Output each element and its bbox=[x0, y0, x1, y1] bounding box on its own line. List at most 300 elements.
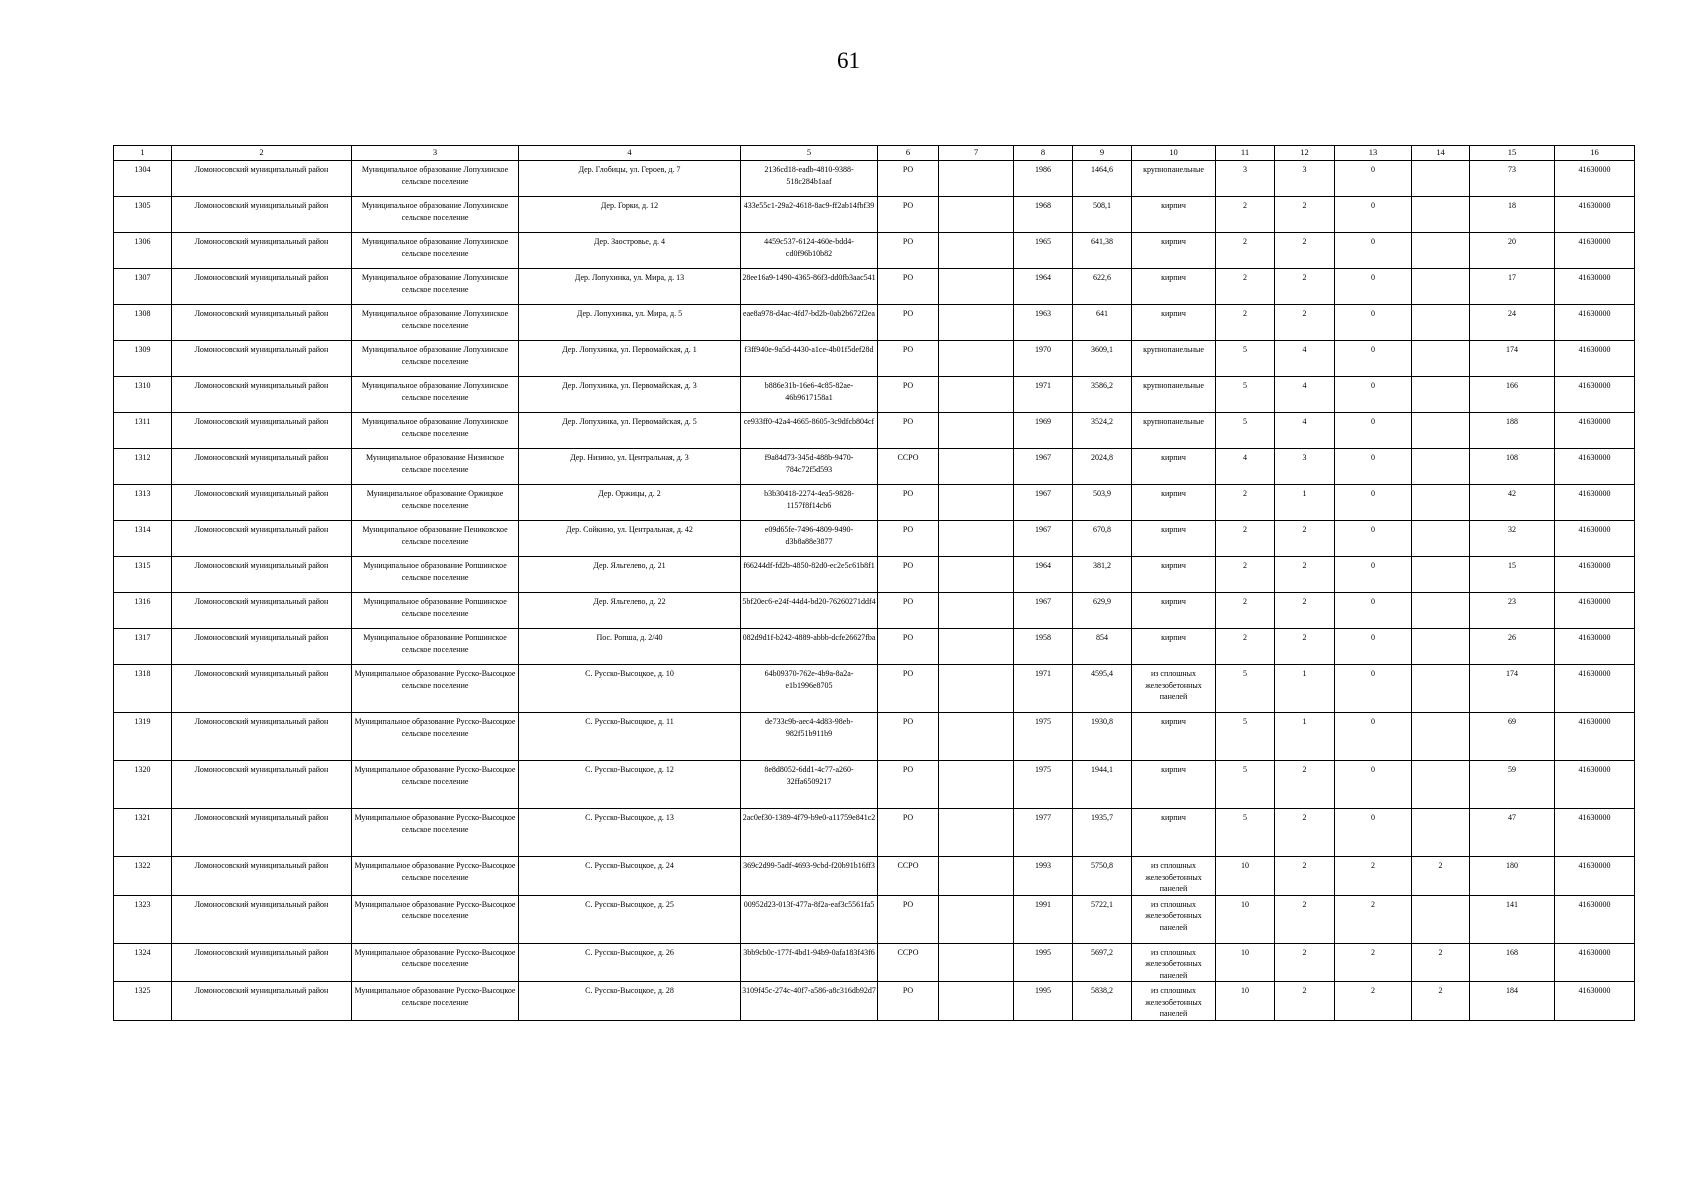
wall-material-cell: крупнопанельные bbox=[1132, 161, 1216, 197]
area-cell: 5722,1 bbox=[1073, 895, 1132, 943]
column-13-cell: 0 bbox=[1335, 413, 1412, 449]
okato-code-cell: 41630000 bbox=[1555, 197, 1635, 233]
row-number-cell: 1315 bbox=[114, 557, 172, 593]
column-header: 5 bbox=[741, 146, 878, 161]
wall-material-cell: кирпич bbox=[1132, 761, 1216, 809]
floors-cell: 2 bbox=[1216, 485, 1275, 521]
column-13-cell: 0 bbox=[1335, 557, 1412, 593]
district-cell: Ломоносовский муниципальный район bbox=[172, 943, 352, 982]
municipality-cell: Муниципальное образование Ропшинское сельское поселение bbox=[352, 629, 519, 665]
building-guid-cell: 28ee16a9-1490-4365-86f3-dd0fb3aac541 bbox=[741, 269, 878, 305]
column-7-cell bbox=[939, 233, 1014, 269]
year-cell: 1968 bbox=[1014, 197, 1073, 233]
apartments-cell: 15 bbox=[1470, 557, 1555, 593]
municipality-cell: Муниципальное образование Русско-Высоцкое сельское поселение bbox=[352, 713, 519, 761]
address-cell: Дер. Лопухинка, ул. Первомайская, д. 1 bbox=[519, 341, 741, 377]
apartments-cell: 108 bbox=[1470, 449, 1555, 485]
apartments-cell: 59 bbox=[1470, 761, 1555, 809]
type-cell: РО bbox=[878, 377, 939, 413]
municipality-cell: Муниципальное образование Русско-Высоцкое сельское поселение bbox=[352, 857, 519, 896]
municipality-cell: Муниципальное образование Низинское сельское поселение bbox=[352, 449, 519, 485]
column-7-cell bbox=[939, 413, 1014, 449]
column-header: 13 bbox=[1335, 146, 1412, 161]
okato-code-cell: 41630000 bbox=[1555, 761, 1635, 809]
address-cell: С. Русско-Высоцкое, д. 25 bbox=[519, 895, 741, 943]
municipality-cell: Муниципальное образование Пениковское сельское поселение bbox=[352, 521, 519, 557]
column-14-cell: 2 bbox=[1412, 943, 1470, 982]
apartments-cell: 23 bbox=[1470, 593, 1555, 629]
column-13-cell: 0 bbox=[1335, 197, 1412, 233]
type-cell: РО bbox=[878, 233, 939, 269]
area-cell: 1944,1 bbox=[1073, 761, 1132, 809]
apartments-cell: 26 bbox=[1470, 629, 1555, 665]
building-guid-cell: 2ac0ef30-1389-4f79-b9e0-a11759e841c2 bbox=[741, 809, 878, 857]
column-7-cell bbox=[939, 269, 1014, 305]
row-number-cell: 1305 bbox=[114, 197, 172, 233]
area-cell: 854 bbox=[1073, 629, 1132, 665]
row-number-cell: 1314 bbox=[114, 521, 172, 557]
table-row bbox=[114, 161, 1635, 197]
entrances-cell: 2 bbox=[1275, 809, 1335, 857]
district-cell: Ломоносовский муниципальный район bbox=[172, 557, 352, 593]
table-row bbox=[114, 449, 1635, 485]
district-cell: Ломоносовский муниципальный район bbox=[172, 895, 352, 943]
type-cell: РО bbox=[878, 665, 939, 713]
row-number-cell: 1321 bbox=[114, 809, 172, 857]
column-14-cell bbox=[1412, 305, 1470, 341]
address-cell: Дер. Сойкино, ул. Центральная, д. 42 bbox=[519, 521, 741, 557]
entrances-cell: 2 bbox=[1275, 269, 1335, 305]
column-header: 10 bbox=[1132, 146, 1216, 161]
type-cell: РО bbox=[878, 413, 939, 449]
year-cell: 1975 bbox=[1014, 713, 1073, 761]
building-guid-cell: eae8a978-d4ac-4fd7-bd2b-0ab2b672f2ea bbox=[741, 305, 878, 341]
district-cell: Ломоносовский муниципальный район bbox=[172, 269, 352, 305]
address-cell: Дер. Оржицы, д. 2 bbox=[519, 485, 741, 521]
apartments-cell: 20 bbox=[1470, 233, 1555, 269]
column-14-cell bbox=[1412, 557, 1470, 593]
address-cell: Дер. Глобицы, ул. Героев, д. 7 bbox=[519, 161, 741, 197]
column-13-cell: 2 bbox=[1335, 982, 1412, 1021]
address-cell: Дер. Низино, ул. Центральная, д. 3 bbox=[519, 449, 741, 485]
column-14-cell bbox=[1412, 341, 1470, 377]
apartments-cell: 18 bbox=[1470, 197, 1555, 233]
year-cell: 1958 bbox=[1014, 629, 1073, 665]
apartments-cell: 188 bbox=[1470, 413, 1555, 449]
table-row bbox=[114, 857, 1635, 896]
entrances-cell: 2 bbox=[1275, 557, 1335, 593]
type-cell: РО bbox=[878, 197, 939, 233]
column-14-cell bbox=[1412, 895, 1470, 943]
row-number-cell: 1310 bbox=[114, 377, 172, 413]
okato-code-cell: 41630000 bbox=[1555, 485, 1635, 521]
column-7-cell bbox=[939, 713, 1014, 761]
entrances-cell: 2 bbox=[1275, 629, 1335, 665]
column-14-cell bbox=[1412, 593, 1470, 629]
area-cell: 2024,8 bbox=[1073, 449, 1132, 485]
year-cell: 1967 bbox=[1014, 593, 1073, 629]
year-cell: 1971 bbox=[1014, 665, 1073, 713]
column-14-cell bbox=[1412, 449, 1470, 485]
floors-cell: 2 bbox=[1216, 593, 1275, 629]
floors-cell: 5 bbox=[1216, 413, 1275, 449]
apartments-cell: 174 bbox=[1470, 341, 1555, 377]
year-cell: 1967 bbox=[1014, 449, 1073, 485]
building-guid-cell: 3109f45c-274c-40f7-a586-a8c316db92d7 bbox=[741, 982, 878, 1021]
entrances-cell: 1 bbox=[1275, 665, 1335, 713]
district-cell: Ломоносовский муниципальный район bbox=[172, 629, 352, 665]
column-13-cell: 0 bbox=[1335, 377, 1412, 413]
address-cell: С. Русско-Высоцкое, д. 26 bbox=[519, 943, 741, 982]
row-number-cell: 1322 bbox=[114, 857, 172, 896]
entrances-cell: 2 bbox=[1275, 197, 1335, 233]
entrances-cell: 2 bbox=[1275, 895, 1335, 943]
column-13-cell: 0 bbox=[1335, 593, 1412, 629]
floors-cell: 5 bbox=[1216, 713, 1275, 761]
district-cell: Ломоносовский муниципальный район bbox=[172, 233, 352, 269]
table-row bbox=[114, 629, 1635, 665]
municipality-cell: Муниципальное образование Лопухинское сельское поселение bbox=[352, 413, 519, 449]
column-7-cell bbox=[939, 943, 1014, 982]
year-cell: 1991 bbox=[1014, 895, 1073, 943]
column-13-cell: 0 bbox=[1335, 233, 1412, 269]
building-guid-cell: e09d65fe-7496-4809-9490-d3b8a88e3877 bbox=[741, 521, 878, 557]
type-cell: РО bbox=[878, 713, 939, 761]
area-cell: 3609,1 bbox=[1073, 341, 1132, 377]
column-header: 9 bbox=[1073, 146, 1132, 161]
wall-material-cell: кирпич bbox=[1132, 305, 1216, 341]
address-cell: С. Русско-Высоцкое, д. 11 bbox=[519, 713, 741, 761]
floors-cell: 10 bbox=[1216, 982, 1275, 1021]
column-7-cell bbox=[939, 761, 1014, 809]
row-number-cell: 1313 bbox=[114, 485, 172, 521]
page-number: 61 bbox=[837, 48, 860, 73]
wall-material-cell: кирпич bbox=[1132, 233, 1216, 269]
okato-code-cell: 41630000 bbox=[1555, 809, 1635, 857]
column-14-cell bbox=[1412, 521, 1470, 557]
column-14-cell: 2 bbox=[1412, 982, 1470, 1021]
area-cell: 622,6 bbox=[1073, 269, 1132, 305]
building-guid-cell: f66244df-fd2b-4850-82d0-ec2e5c61b8f1 bbox=[741, 557, 878, 593]
entrances-cell: 3 bbox=[1275, 161, 1335, 197]
floors-cell: 3 bbox=[1216, 161, 1275, 197]
okato-code-cell: 41630000 bbox=[1555, 161, 1635, 197]
row-number-cell: 1318 bbox=[114, 665, 172, 713]
type-cell: ССРО bbox=[878, 449, 939, 485]
column-7-cell bbox=[939, 895, 1014, 943]
building-guid-cell: 64b09370-762e-4b9a-8a2a-e1b1996e8705 bbox=[741, 665, 878, 713]
address-cell: Дер. Лопухинка, ул. Первомайская, д. 3 bbox=[519, 377, 741, 413]
apartments-cell: 47 bbox=[1470, 809, 1555, 857]
year-cell: 1963 bbox=[1014, 305, 1073, 341]
wall-material-cell: кирпич bbox=[1132, 809, 1216, 857]
municipality-cell: Муниципальное образование Лопухинское сельское поселение bbox=[352, 305, 519, 341]
column-13-cell: 0 bbox=[1335, 269, 1412, 305]
column-13-cell: 0 bbox=[1335, 761, 1412, 809]
column-7-cell bbox=[939, 665, 1014, 713]
area-cell: 5750,8 bbox=[1073, 857, 1132, 896]
wall-material-cell: крупнопанельные bbox=[1132, 341, 1216, 377]
column-14-cell bbox=[1412, 809, 1470, 857]
year-cell: 1965 bbox=[1014, 233, 1073, 269]
entrances-cell: 4 bbox=[1275, 341, 1335, 377]
apartments-cell: 73 bbox=[1470, 161, 1555, 197]
area-cell: 3586,2 bbox=[1073, 377, 1132, 413]
type-cell: РО bbox=[878, 557, 939, 593]
column-header: 12 bbox=[1275, 146, 1335, 161]
apartments-cell: 174 bbox=[1470, 665, 1555, 713]
type-cell: РО bbox=[878, 341, 939, 377]
district-cell: Ломоносовский муниципальный район bbox=[172, 161, 352, 197]
type-cell: РО bbox=[878, 521, 939, 557]
floors-cell: 5 bbox=[1216, 377, 1275, 413]
wall-material-cell: кирпич bbox=[1132, 521, 1216, 557]
wall-material-cell: кирпич bbox=[1132, 485, 1216, 521]
address-cell: Дер. Яльгелево, д. 21 bbox=[519, 557, 741, 593]
apartments-cell: 184 bbox=[1470, 982, 1555, 1021]
address-cell: С. Русско-Высоцкое, д. 24 bbox=[519, 857, 741, 896]
year-cell: 1964 bbox=[1014, 269, 1073, 305]
okato-code-cell: 41630000 bbox=[1555, 713, 1635, 761]
municipality-cell: Муниципальное образование Русско-Высоцкое сельское поселение bbox=[352, 665, 519, 713]
column-14-cell bbox=[1412, 377, 1470, 413]
type-cell: РО bbox=[878, 809, 939, 857]
wall-material-cell: из сплошных железобетонных панелей bbox=[1132, 857, 1216, 896]
type-cell: ССРО bbox=[878, 943, 939, 982]
district-cell: Ломоносовский муниципальный район bbox=[172, 521, 352, 557]
entrances-cell: 2 bbox=[1275, 761, 1335, 809]
building-guid-cell: b3b30418-2274-4ea5-9828-1157f8f14cb6 bbox=[741, 485, 878, 521]
type-cell: ССРО bbox=[878, 857, 939, 896]
registry-table bbox=[113, 145, 1635, 1021]
floors-cell: 10 bbox=[1216, 895, 1275, 943]
type-cell: РО bbox=[878, 593, 939, 629]
okato-code-cell: 41630000 bbox=[1555, 341, 1635, 377]
municipality-cell: Муниципальное образование Лопухинское сельское поселение bbox=[352, 341, 519, 377]
floors-cell: 10 bbox=[1216, 857, 1275, 896]
column-13-cell: 0 bbox=[1335, 521, 1412, 557]
column-header: 6 bbox=[878, 146, 939, 161]
building-guid-cell: 082d9d1f-b242-4889-abbb-dcfe26627fba bbox=[741, 629, 878, 665]
table-row bbox=[114, 895, 1635, 943]
municipality-cell: Муниципальное образование Лопухинское сельское поселение bbox=[352, 161, 519, 197]
type-cell: РО bbox=[878, 895, 939, 943]
address-cell: Дер. Лопухинка, ул. Мира, д. 5 bbox=[519, 305, 741, 341]
municipality-cell: Муниципальное образование Лопухинское сельское поселение bbox=[352, 197, 519, 233]
type-cell: РО bbox=[878, 269, 939, 305]
district-cell: Ломоносовский муниципальный район bbox=[172, 485, 352, 521]
district-cell: Ломоносовский муниципальный район bbox=[172, 665, 352, 713]
wall-material-cell: из сплошных железобетонных панелей bbox=[1132, 982, 1216, 1021]
floors-cell: 2 bbox=[1216, 197, 1275, 233]
area-cell: 1930,8 bbox=[1073, 713, 1132, 761]
municipality-cell: Муниципальное образование Ропшинское сельское поселение bbox=[352, 557, 519, 593]
year-cell: 1995 bbox=[1014, 943, 1073, 982]
address-cell: Дер. Лопухинка, ул. Первомайская, д. 5 bbox=[519, 413, 741, 449]
table-row bbox=[114, 341, 1635, 377]
column-13-cell: 0 bbox=[1335, 449, 1412, 485]
area-cell: 1935,7 bbox=[1073, 809, 1132, 857]
column-7-cell bbox=[939, 305, 1014, 341]
wall-material-cell: из сплошных железобетонных панелей bbox=[1132, 665, 1216, 713]
column-13-cell: 0 bbox=[1335, 713, 1412, 761]
area-cell: 641 bbox=[1073, 305, 1132, 341]
apartments-cell: 69 bbox=[1470, 713, 1555, 761]
okato-code-cell: 41630000 bbox=[1555, 233, 1635, 269]
row-number-cell: 1324 bbox=[114, 943, 172, 982]
row-number-cell: 1308 bbox=[114, 305, 172, 341]
district-cell: Ломоносовский муниципальный район bbox=[172, 413, 352, 449]
entrances-cell: 2 bbox=[1275, 233, 1335, 269]
building-guid-cell: 4459c537-6124-460e-bdd4-cd0f96b10b82 bbox=[741, 233, 878, 269]
floors-cell: 2 bbox=[1216, 233, 1275, 269]
column-14-cell bbox=[1412, 161, 1470, 197]
okato-code-cell: 41630000 bbox=[1555, 413, 1635, 449]
column-13-cell: 2 bbox=[1335, 943, 1412, 982]
table-row bbox=[114, 197, 1635, 233]
column-7-cell bbox=[939, 557, 1014, 593]
entrances-cell: 2 bbox=[1275, 521, 1335, 557]
entrances-cell: 2 bbox=[1275, 943, 1335, 982]
column-13-cell: 2 bbox=[1335, 857, 1412, 896]
building-guid-cell: 2136cd18-eadb-4810-9388-518c284b1aaf bbox=[741, 161, 878, 197]
type-cell: РО bbox=[878, 161, 939, 197]
entrances-cell: 2 bbox=[1275, 857, 1335, 896]
area-cell: 641,38 bbox=[1073, 233, 1132, 269]
year-cell: 1969 bbox=[1014, 413, 1073, 449]
address-cell: Пос. Ропша, д. 2/40 bbox=[519, 629, 741, 665]
area-cell: 508,1 bbox=[1073, 197, 1132, 233]
municipality-cell: Муниципальное образование Лопухинское сельское поселение bbox=[352, 233, 519, 269]
table-row bbox=[114, 593, 1635, 629]
address-cell: Дер. Горки, д. 12 bbox=[519, 197, 741, 233]
column-14-cell bbox=[1412, 713, 1470, 761]
row-number-cell: 1307 bbox=[114, 269, 172, 305]
column-14-cell bbox=[1412, 233, 1470, 269]
year-cell: 1977 bbox=[1014, 809, 1073, 857]
building-guid-cell: 5bf20ec6-e24f-44d4-bd20-76260271ddf4 bbox=[741, 593, 878, 629]
building-guid-cell: f3ff940e-9a5d-4430-a1ce-4b01f5def28d bbox=[741, 341, 878, 377]
floors-cell: 10 bbox=[1216, 943, 1275, 982]
table-row bbox=[114, 305, 1635, 341]
year-cell: 1967 bbox=[1014, 485, 1073, 521]
column-13-cell: 0 bbox=[1335, 665, 1412, 713]
floors-cell: 2 bbox=[1216, 557, 1275, 593]
entrances-cell: 2 bbox=[1275, 305, 1335, 341]
column-13-cell: 0 bbox=[1335, 341, 1412, 377]
district-cell: Ломоносовский муниципальный район bbox=[172, 341, 352, 377]
table-row bbox=[114, 269, 1635, 305]
apartments-cell: 168 bbox=[1470, 943, 1555, 982]
address-cell: Дер. Яльгелево, д. 22 bbox=[519, 593, 741, 629]
column-14-cell bbox=[1412, 629, 1470, 665]
table-row bbox=[114, 377, 1635, 413]
row-number-cell: 1306 bbox=[114, 233, 172, 269]
floors-cell: 2 bbox=[1216, 269, 1275, 305]
okato-code-cell: 41630000 bbox=[1555, 377, 1635, 413]
type-cell: РО bbox=[878, 629, 939, 665]
address-cell: Дер. Заостровье, д. 4 bbox=[519, 233, 741, 269]
okato-code-cell: 41630000 bbox=[1555, 449, 1635, 485]
municipality-cell: Муниципальное образование Русско-Высоцкое сельское поселение bbox=[352, 809, 519, 857]
district-cell: Ломоносовский муниципальный район bbox=[172, 857, 352, 896]
apartments-cell: 32 bbox=[1470, 521, 1555, 557]
floors-cell: 5 bbox=[1216, 665, 1275, 713]
building-guid-cell: 3bb9cb0c-177f-4bd1-94b9-0afa183f43f6 bbox=[741, 943, 878, 982]
column-7-cell bbox=[939, 161, 1014, 197]
wall-material-cell: кирпич bbox=[1132, 449, 1216, 485]
entrances-cell: 1 bbox=[1275, 713, 1335, 761]
okato-code-cell: 41630000 bbox=[1555, 895, 1635, 943]
year-cell: 1970 bbox=[1014, 341, 1073, 377]
municipality-cell: Муниципальное образование Лопухинское сельское поселение bbox=[352, 377, 519, 413]
apartments-cell: 17 bbox=[1470, 269, 1555, 305]
area-cell: 5838,2 bbox=[1073, 982, 1132, 1021]
address-cell: Дер. Лопухинка, ул. Мира, д. 13 bbox=[519, 269, 741, 305]
okato-code-cell: 41630000 bbox=[1555, 521, 1635, 557]
district-cell: Ломоносовский муниципальный район bbox=[172, 713, 352, 761]
row-number-cell: 1317 bbox=[114, 629, 172, 665]
address-cell: С. Русско-Высоцкое, д. 10 bbox=[519, 665, 741, 713]
row-number-cell: 1319 bbox=[114, 713, 172, 761]
column-7-cell bbox=[939, 449, 1014, 485]
municipality-cell: Муниципальное образование Русско-Высоцкое сельское поселение bbox=[352, 761, 519, 809]
column-header: 1 bbox=[114, 146, 172, 161]
area-cell: 381,2 bbox=[1073, 557, 1132, 593]
column-13-cell: 0 bbox=[1335, 161, 1412, 197]
year-cell: 1986 bbox=[1014, 161, 1073, 197]
municipality-cell: Муниципальное образование Оржицкое сельское поселение bbox=[352, 485, 519, 521]
column-header: 7 bbox=[939, 146, 1014, 161]
municipality-cell: Муниципальное образование Ропшинское сельское поселение bbox=[352, 593, 519, 629]
column-7-cell bbox=[939, 809, 1014, 857]
municipality-cell: Муниципальное образование Русско-Высоцкое сельское поселение bbox=[352, 982, 519, 1021]
column-14-cell bbox=[1412, 197, 1470, 233]
apartments-cell: 166 bbox=[1470, 377, 1555, 413]
municipality-cell: Муниципальное образование Лопухинское сельское поселение bbox=[352, 269, 519, 305]
type-cell: РО bbox=[878, 485, 939, 521]
building-guid-cell: 433e55c1-29a2-4618-8ac9-ff2ab14fbf39 bbox=[741, 197, 878, 233]
header-row bbox=[114, 146, 1635, 161]
floors-cell: 2 bbox=[1216, 305, 1275, 341]
okato-code-cell: 41630000 bbox=[1555, 943, 1635, 982]
column-7-cell bbox=[939, 521, 1014, 557]
entrances-cell: 2 bbox=[1275, 982, 1335, 1021]
apartments-cell: 141 bbox=[1470, 895, 1555, 943]
year-cell: 1967 bbox=[1014, 521, 1073, 557]
column-7-cell bbox=[939, 377, 1014, 413]
floors-cell: 5 bbox=[1216, 809, 1275, 857]
okato-code-cell: 41630000 bbox=[1555, 857, 1635, 896]
okato-code-cell: 41630000 bbox=[1555, 982, 1635, 1021]
okato-code-cell: 41630000 bbox=[1555, 593, 1635, 629]
building-guid-cell: f9a84d73-345d-488b-9470-784c72f5d593 bbox=[741, 449, 878, 485]
column-13-cell: 0 bbox=[1335, 629, 1412, 665]
column-13-cell: 0 bbox=[1335, 485, 1412, 521]
column-7-cell bbox=[939, 593, 1014, 629]
district-cell: Ломоносовский муниципальный район bbox=[172, 761, 352, 809]
column-7-cell bbox=[939, 485, 1014, 521]
column-14-cell: 2 bbox=[1412, 857, 1470, 896]
table-row bbox=[114, 557, 1635, 593]
table-header bbox=[114, 146, 1635, 161]
row-number-cell: 1304 bbox=[114, 161, 172, 197]
column-header: 3 bbox=[352, 146, 519, 161]
column-header: 11 bbox=[1216, 146, 1275, 161]
district-cell: Ломоносовский муниципальный район bbox=[172, 593, 352, 629]
table-row bbox=[114, 713, 1635, 761]
column-header: 8 bbox=[1014, 146, 1073, 161]
